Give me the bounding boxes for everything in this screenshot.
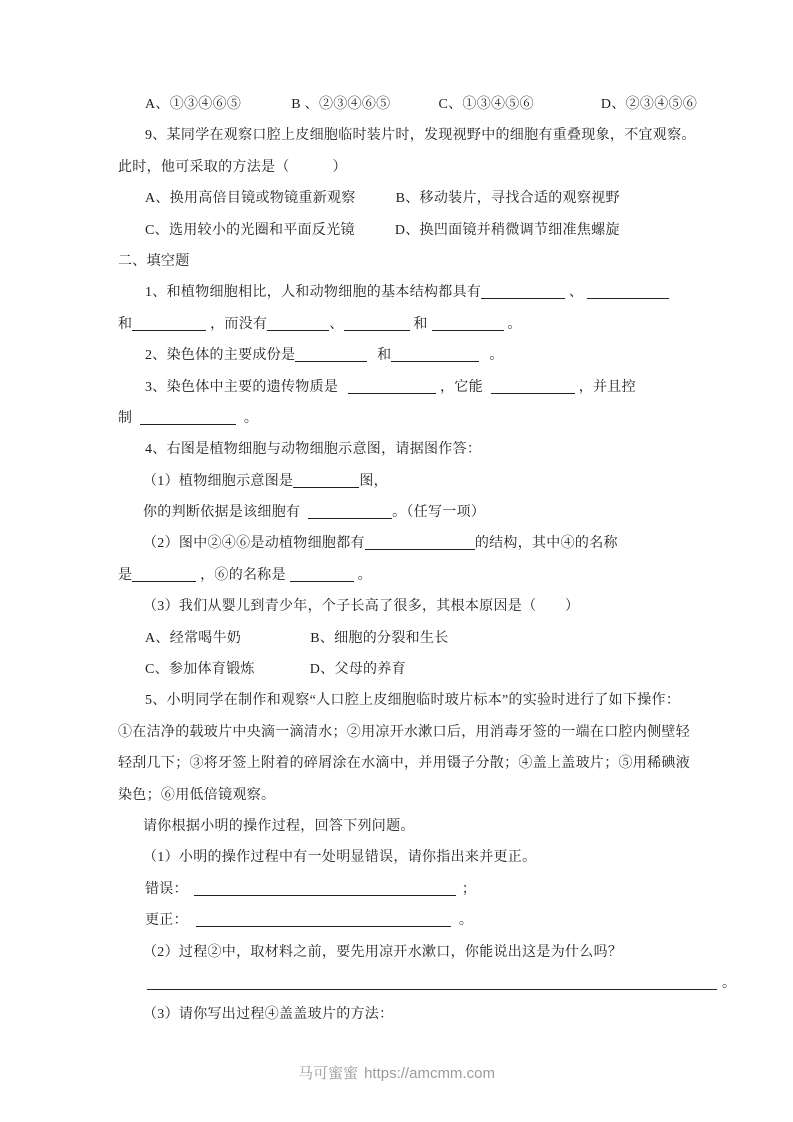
text-segment: ①在洁净的载玻片中央滴一滴清水；②用凉开水漱口后，用消毒牙签的一端在口腔内侧壁轻 [118, 724, 690, 740]
answer-blank [140, 424, 236, 425]
text-segment: 染色；⑥用低倍镜观察。 [118, 787, 276, 803]
text-segment: 。 [458, 913, 474, 929]
text-segment: A、①③④⑥⑤ [145, 97, 242, 112]
fill-5-intro-line-4 [118, 780, 793, 811]
question-9-text-line-2 [118, 152, 793, 183]
answer-blank [290, 581, 354, 582]
footer-site-name: 马可蜜蜜 [298, 1065, 359, 1082]
text-segment: 图， [359, 473, 388, 489]
section-2-heading [118, 246, 793, 277]
answer-blank [132, 581, 196, 582]
fill-5-sub-2 [118, 937, 793, 968]
text-segment: 3、染色体中主要的遗传物质是 [145, 379, 342, 395]
text-segment: 1、和植物细胞相比，人和动物细胞的基本结构都具有 [145, 285, 482, 301]
fill-3-line-2 [118, 403, 793, 434]
answer-blank [348, 393, 436, 394]
text-segment: （3）我们从婴儿到青少年，个子长高了很多，其根本原因是（ ） [143, 599, 580, 615]
text-segment: A、换用高倍目镜或物镜重新观察 [145, 191, 356, 207]
text-segment: 此时，他可采取的方法是（ ） [118, 159, 347, 175]
text-segment: 制 [118, 410, 137, 426]
text-segment: 。 [722, 975, 737, 991]
answer-blank [147, 989, 717, 990]
text-segment: 的结构，其中④的名称 [474, 536, 618, 552]
fill-5-prompt [118, 811, 793, 842]
text-segment: 。 [240, 410, 259, 426]
answer-blank [344, 330, 410, 331]
text-segment: 请你根据小明的操作过程，回答下列问题。 [143, 818, 415, 834]
answer-blank [432, 330, 504, 331]
answer-blank [295, 361, 367, 362]
text-segment: （3）请你写出过程④盖盖玻片的方法： [143, 1007, 394, 1023]
fill-4-sub-1-line-1 [118, 466, 793, 497]
text-segment: （2）图中②④⑥是动植物细胞都有 [143, 536, 365, 552]
text-segment: B、移动装片，寻找合适的观察视野 [395, 191, 620, 207]
answer-blank [481, 298, 565, 299]
text-segment: 4、右图是植物细胞与动物细胞示意图，请据图作答： [145, 442, 482, 458]
text-segment: 。（任写一项） [392, 505, 486, 521]
text-segment: ，并且控 [578, 379, 636, 395]
fill-5-sub-1 [118, 842, 793, 873]
text-segment: ，⑥的名称是 [196, 567, 290, 583]
text-segment: D、②③④⑤⑥ [600, 97, 698, 112]
question-9-options-ab [118, 183, 793, 214]
text-segment: 轻刮几下；③将牙签上附着的碎屑涂在水滴中，并用镊子分散；④盖上盖玻片；⑤用稀碘液 [118, 756, 690, 772]
answer-blank [196, 926, 451, 927]
text-segment: 你的判断依据是该细胞有 [143, 505, 305, 521]
fill-5-sub-2-answer-line [118, 968, 793, 999]
text-segment: （2）过程②中，取材料之前，要先用凉开水漱口，你能说出这是为什么吗？ [143, 944, 623, 960]
question-9-options-cd [118, 215, 793, 246]
answer-blank [587, 298, 669, 299]
text-segment: 。 [485, 348, 504, 364]
text-segment: 错误： [145, 881, 188, 897]
text-segment: （1）植物细胞示意图是 [143, 473, 294, 489]
text-segment: 二、填空题 [118, 253, 190, 269]
document-body [118, 89, 793, 1031]
fill-2 [118, 340, 793, 371]
fill-4-sub-3-options-ab [118, 623, 793, 654]
fill-5-sub-1-error [118, 874, 793, 905]
text-segment: C、选用较小的光圈和平面反光镜 [145, 222, 355, 238]
fill-5-sub-3 [118, 999, 793, 1030]
text-segment: 2、染色体的主要成份是 [145, 348, 296, 364]
text-segment: A、经常喝牛奶 [145, 630, 242, 646]
text-segment: ，它能 [440, 379, 487, 395]
text-segment: 和 [409, 316, 432, 332]
question-9-text-line-1 [118, 120, 793, 151]
answer-blank [491, 393, 575, 394]
fill-5-intro-line-2 [118, 717, 793, 748]
text-segment: C、参加体育锻炼 [145, 662, 255, 678]
answer-blank [132, 330, 206, 331]
fill-5-intro-line-3 [118, 748, 793, 779]
fill-4-sub-3 [118, 591, 793, 622]
text-segment: ，而没有 [206, 316, 268, 332]
text-segment: 和 [373, 348, 392, 364]
fill-5-sub-1-correction [118, 905, 793, 936]
fill-4-sub-2-line-1 [118, 528, 793, 559]
text-segment: B 、②③④⑥⑤ [291, 97, 391, 112]
text-segment: （1）小明的操作过程中有一处明显错误，请你指出来并更正。 [143, 850, 537, 866]
fill-4-sub-2-line-2 [118, 560, 793, 591]
question-8-answer-options [118, 89, 793, 120]
fill-4-sub-3-options-cd [118, 654, 793, 685]
text-segment: D、父母的养育 [309, 662, 406, 678]
fill-1-line-2 [118, 309, 793, 340]
answer-blank [308, 518, 392, 519]
text-segment: C、①③④⑤⑥ [438, 97, 534, 112]
text-segment: D、换凹面镜并稍微调节细准焦螺旋 [394, 222, 620, 238]
fill-4-intro [118, 434, 793, 465]
answer-blank [365, 549, 475, 550]
fill-1-line-1 [118, 277, 793, 308]
text-segment: B、细胞的分裂和生长 [310, 630, 449, 646]
fill-4-sub-1-line-2 [118, 497, 793, 528]
answer-blank [194, 895, 456, 896]
fill-5-intro-line-1 [118, 685, 793, 716]
answer-blank [267, 330, 329, 331]
fill-3-line-1 [118, 372, 793, 403]
answer-blank [391, 361, 479, 362]
text-segment: 和 [118, 316, 133, 332]
text-segment: 、 [565, 285, 588, 301]
answer-blank [293, 487, 359, 488]
text-segment: 。 [503, 316, 522, 332]
footer-link[interactable]: https://amcmm.com [364, 1065, 495, 1082]
text-segment: 更正： [145, 913, 188, 929]
text-segment: ； [461, 881, 477, 897]
text-segment: 9、某同学在观察口腔上皮细胞临时装片时，发现视野中的细胞有重叠现象，不宜观察。 [145, 128, 696, 144]
footer [0, 1063, 793, 1085]
text-segment: 5、小明同学在制作和观察“人口腔上皮细胞临时玻片标本”的实验时进行了如下操作： [145, 693, 681, 709]
text-segment: 。 [353, 567, 372, 583]
text-segment: 、 [329, 316, 344, 332]
text-segment: 是 [118, 567, 133, 583]
